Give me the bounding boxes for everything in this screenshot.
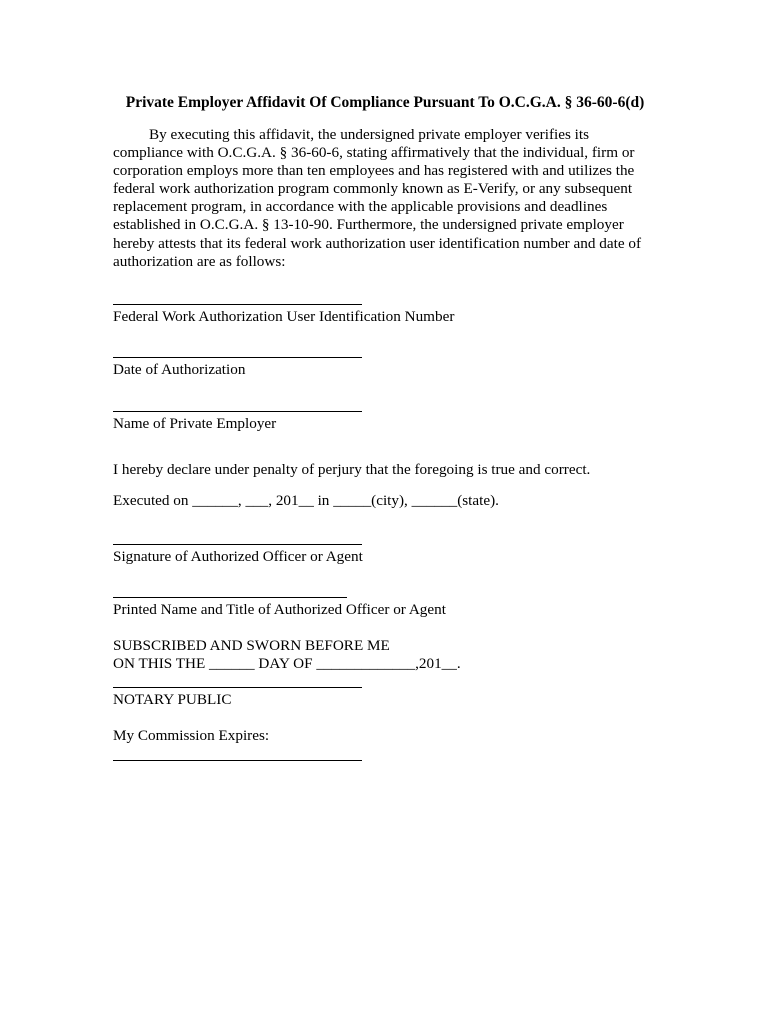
intro-line: replacement program, in accordance with the applicable provisions and deadlines (113, 198, 608, 216)
intro-line: hereby attests that its federal work authorization user identification number and date of (113, 234, 642, 252)
commission-label: My Commission Expires: (113, 727, 270, 744)
user-id-label: Federal Work Authorization User Identification Number (113, 308, 455, 325)
employer-signature-line[interactable] (113, 411, 362, 412)
intro-line: corporation employs more than ten employees and has registered with and utilizes the (113, 162, 635, 180)
intro-line: established in O.C.G.A. § 13-10-90. Furthermore, the undersigned private employer (113, 216, 624, 234)
document-title: Private Employer Affidavit Of Compliance Pursuant To O.C.G.A. § 36-60-6(d) (125, 94, 645, 111)
subscribed-line-1: SUBSCRIBED AND SWORN BEFORE ME (113, 637, 390, 654)
perjury-declaration: I hereby declare under penalty of perjury that the foregoing is true and correct. (113, 461, 591, 478)
intro-line: compliance with O.C.G.A. § 36-60-6, stating affirmatively that the individual, firm or (113, 144, 635, 162)
signature-label: Signature of Authorized Officer or Agent (113, 548, 363, 565)
executed-on-line[interactable]: Executed on ______, ___, 201__ in _____(city), ______(state). (113, 492, 499, 509)
printed-name-label: Printed Name and Title of Authorized Officer or Agent (113, 601, 446, 618)
date-signature-line[interactable] (113, 357, 362, 358)
date-label: Date of Authorization (113, 361, 246, 378)
employer-label: Name of Private Employer (113, 415, 277, 432)
printed-name-line[interactable] (113, 597, 347, 598)
officer-signature-line[interactable] (113, 544, 362, 545)
notary-label: NOTARY PUBLIC (113, 691, 232, 708)
user-id-signature-line[interactable] (113, 304, 362, 305)
notary-signature-line[interactable] (113, 687, 362, 688)
commission-expiry-line[interactable] (113, 760, 362, 761)
subscribed-line-2[interactable]: ON THIS THE ______ DAY OF _____________,201__. (113, 655, 461, 672)
intro-line: authorization are as follows: (113, 252, 286, 270)
intro-line: By executing this affidavit, the undersigned private employer verifies its (149, 126, 590, 143)
intro-line: federal work authorization program commonly known as E-Verify, or any subsequent (113, 180, 633, 198)
intro-paragraph (113, 126, 653, 271)
